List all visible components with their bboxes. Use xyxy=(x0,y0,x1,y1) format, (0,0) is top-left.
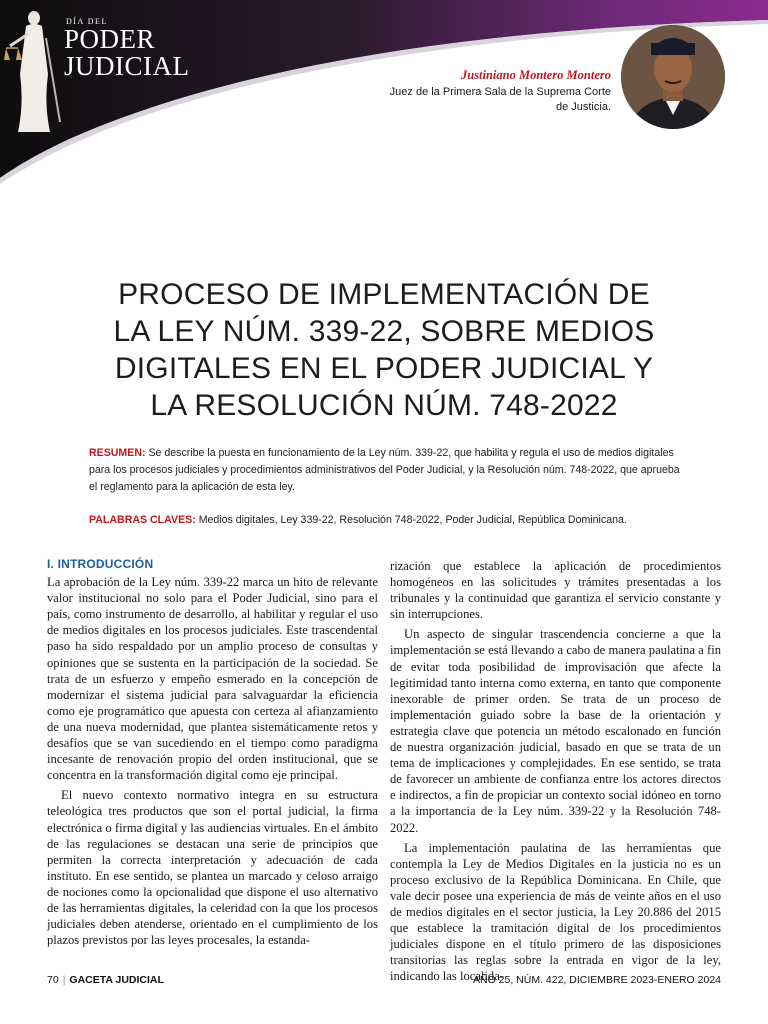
body-column-right xyxy=(390,558,721,984)
page-number: 70 xyxy=(47,974,59,986)
footer-separator: | xyxy=(62,974,66,986)
title-line: DIGITALES EN EL PODER JUDICIAL Y xyxy=(114,352,654,385)
keywords-text: Medios digitales, Ley 339-22, Resolución 748-2022, Poder Judicial, República Dominicana. xyxy=(198,514,627,526)
title-line: PROCESO DE IMPLEMENTACIÓN DE xyxy=(118,278,650,311)
body-paragraph: rización que establece la aplicación de procedimientos homogéneos en las solicitudes y trámites presentadas a los tribunales y la continuidad que garantiza el servicio constante y sin interrupciones. xyxy=(390,559,721,622)
keywords xyxy=(89,512,689,529)
author-role-line1: Juez de la Primera Sala de la Suprema Corte xyxy=(389,86,611,98)
keywords-label: PALABRAS CLAVES: xyxy=(89,514,196,526)
portrait-illustration xyxy=(621,25,725,129)
author-block xyxy=(311,68,611,115)
author-role-line2: de Justicia. xyxy=(555,101,611,113)
logo-line2: JUDICIAL xyxy=(64,51,190,81)
author-role xyxy=(311,85,611,115)
abstract-text: Se describe la puesta en funcionamiento de la Ley núm. 339-22, que habilita y regula el uso de medios digitales para los procesos judiciales y procedimientos administrativos del Poder Judicial, y la Resolución núm. 748-2022, que aprueba el reglamento para la aplicación de esta ley. xyxy=(89,447,680,493)
body-paragraph: La implementación paulatina de las herramientas que contempla la Ley de Medios Digitales en la justicia no es un proceso exclusivo de la República Dominicana. En Chile, que vale decir posee una experiencia de más de veinte años en el uso de medios digitales en el sector justicia, la Ley 20.886 del 2015 que establece la tramitación digital de los procedimientos judiciales dispone en el título primero de las disposiciones transitorias las reglas sobre la entrada en vigor de la ley, indicando las localida- xyxy=(390,840,721,984)
article-title xyxy=(84,276,684,424)
body-paragraph: La aprobación de la Ley núm. 339-22 marca un hito de relevante valor institucional no solo para el Poder Judicial, sino para el país, como instrumento de desarrollo, al habilitar y regular el uso de medios digitales en los procesos judiciales. Este trascendental paso ha sido respaldado por un amplio proceso de consultas y opiniones que se sustenta en la participación de la sociedad. Se trata de un esfuerzo y empeño esmerado en la concepción de modernizar el sistema judicial para salvaguardar la eficiencia como eje programático que apuesta con certeza al afianzamiento de una nueva modernidad, que plantea sistemáticamente retos y desafíos que se van sucediendo en el tiempo como paradigma incesante de renovación propio del orden institucional, que se concentra en la transformación digital como eje principal. xyxy=(47,575,378,783)
abstract xyxy=(89,445,689,496)
logo xyxy=(64,18,190,80)
publication-name: GACETA JUDICIAL xyxy=(69,974,164,986)
body-paragraph: El nuevo contexto normativo integra en su estructura teleológica tres productos que son el portal judicial, la firma electrónica o firma digital y las audiencias virtuales. En el ámbito de las regulaciones se destacan una serie de principios que permiten la correcta interpretación y adecuación de cada instituto. En ese sentido, se plantea un marcado y celoso arraigo de nociones como la opcionalidad que dispone el uso alternativo de las herramientas digitales, la celeridad con la que los procesos judiciales deben atenderse, orientado en el cumplimiento de los plazos previstos por las leyes procesales, la estanda- xyxy=(47,788,378,948)
abstract-label: RESUMEN: xyxy=(89,447,146,459)
body-column-left xyxy=(47,556,378,948)
section-heading: I. INTRODUCCIÓN xyxy=(47,557,154,571)
justice-statue-icon xyxy=(4,4,68,136)
logo-line1: PODER xyxy=(64,24,156,54)
issue-info: AÑO 25, NÚM. 422, DICIEMBRE 2023-ENERO 2024 xyxy=(472,974,721,986)
author-name: Justiniano Montero Montero xyxy=(460,68,611,82)
title-line: LA LEY NÚM. 339-22, SOBRE MEDIOS xyxy=(113,315,655,348)
footer-left xyxy=(47,974,164,986)
author-portrait xyxy=(621,25,725,129)
title-line: LA RESOLUCIÓN NÚM. 748-2022 xyxy=(150,389,618,422)
logo-small-text: DÍA DEL xyxy=(66,17,108,26)
body-paragraph: Un aspecto de singular trascendencia concierne a que la implementación se está llevando a cabo de manera paulatina a fin de evitar toda posibilidad de improvisación que afecte la legitimidad tanto interna como externa, en tanto que componente inexorable de primer orden. Se trata de un proceso de implementación guiado sobre la base de la orientación y estrategia clave que potencia un método escalonado en función de nuestra organización judicial, basado en que se trata de un tema de implicaciones y complejidades. En ese sentido, se trata de favorecer un ambiente de confianza entre los actores directos e indirectos, a fin de propiciar un contexto social idóneo en torno a la importancia de la Ley núm. 339-22 y la Resolución 748-2022. xyxy=(390,627,721,835)
